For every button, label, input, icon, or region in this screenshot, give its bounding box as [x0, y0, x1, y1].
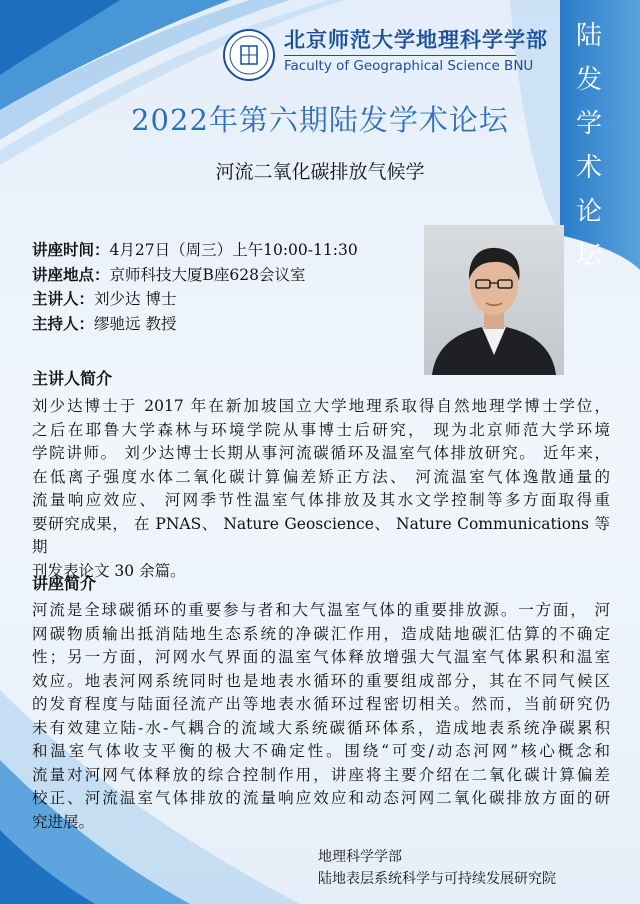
info-row-host — [32, 312, 358, 337]
vertical-char: 坛 — [575, 241, 602, 271]
abstract-line: 效应。地表河网系统同时也是地表水循环的重要组成部分，其在不同气候区 — [32, 671, 610, 690]
info-row-time — [32, 238, 358, 263]
abstract-line: 河流是全球碳循环的重要参与者和大气温室气体的重要排放源。一方面， 河 — [32, 601, 610, 619]
lecture-abstract — [32, 599, 610, 834]
brand-chinese-name: 北京师范大学地理科学学部 — [284, 27, 548, 52]
speaker-bio — [32, 395, 610, 583]
bio-line: 在低离子强度水体二氧化碳计算偏差矫正方法、 河流温室气体逸散通量的 — [32, 467, 610, 486]
vertical-forum-title — [567, 14, 611, 278]
lecture-title: 河流二氧化碳排放气候学 — [215, 161, 425, 183]
info-label: 主持人： — [32, 313, 95, 333]
abstract-line: 和温室气体收支平衡的极大不确定性。围绕“可变/动态河网”核心概念和 — [32, 742, 610, 760]
info-value: 京师科技大厦B座628会议室 — [109, 265, 306, 284]
vertical-char: 学 — [575, 109, 602, 139]
bio-line: 流量响应效应、 河网季节性温室气体排放及其水文学控制等多方面取得重 — [32, 491, 610, 509]
info-value: 4月27日（周三）上午10:00-11:30 — [109, 241, 358, 259]
bio-line: 学院讲师。 刘少达博士长期从事河流碳循环及温室气体排放研究。 近年来， — [32, 444, 610, 462]
forum-title: 2022年第六期陆发学术论坛 — [131, 103, 509, 137]
bio-line: 刊发表论文 30 余篇。 — [32, 561, 186, 580]
lecture-info — [32, 238, 358, 336]
vertical-char: 陆 — [575, 21, 602, 51]
abstract-line: 性；另一方面，河网水气界面的温室气体释放增强大气温室气体累积和温室 — [32, 648, 610, 666]
vertical-char: 论 — [575, 197, 602, 227]
abstract-line: 究进展。 — [32, 812, 95, 831]
info-label: 主讲人： — [32, 289, 95, 308]
vertical-char: 术 — [575, 153, 602, 183]
speaker-photo — [424, 225, 564, 375]
vertical-char: 发 — [575, 65, 602, 95]
footer-org-1: 地理科学学部 — [318, 849, 402, 865]
info-row-place — [32, 263, 358, 288]
info-label: 讲座地点： — [32, 264, 110, 284]
info-label: 讲座时间： — [32, 240, 110, 259]
bio-line: 之后在耶鲁大学森林与环境学院从事博士后研究， 现为北京师范大学环境 — [32, 420, 610, 439]
brand-divider — [284, 55, 516, 56]
abstract-line: 流量对河网气体释放的综合控制作用，讲座将主要介绍在二氧化碳计算偏差 — [32, 765, 610, 784]
info-value: 刘少达 博士 — [94, 290, 177, 308]
abstract-line: 校正、河流温室气体排放的流量响应效应和动态河网二氧化碳排放方面的研 — [32, 789, 610, 807]
info-row-speaker — [32, 287, 358, 312]
bnu-logo-icon — [222, 28, 276, 82]
abstract-line: 的发育程度与陆面径流产出等地表水循环过程密切相关。然而，当前研究仍 — [32, 695, 610, 713]
abstract-line: 未有效建立陆-水-气耦合的流域大系统碳循环体系，造成地表系统净碳累积 — [32, 718, 610, 737]
bio-line: 刘少达博士于 2017 年在新加坡国立大学地理系取得自然地理学博士学位， — [32, 397, 610, 415]
footer-org-2: 陆地表层系统科学与可持续发展研究院 — [318, 871, 556, 887]
brand-english-name: Faculty of Geographical Science BNU — [284, 58, 534, 74]
info-value: 缪驰远 教授 — [94, 314, 177, 333]
abstract-line: 网碳物质输出抵消陆地生态系统的净碳汇作用，造成陆地碳汇估算的不确定 — [32, 624, 610, 643]
bio-line: 要研究成果， 在 PNAS、 Nature Geoscience、 Nature Communications 等期 — [32, 514, 610, 556]
lecture-abstract-heading: 讲座简介 — [32, 574, 97, 593]
speaker-bio-heading: 主讲人简介 — [32, 369, 113, 388]
